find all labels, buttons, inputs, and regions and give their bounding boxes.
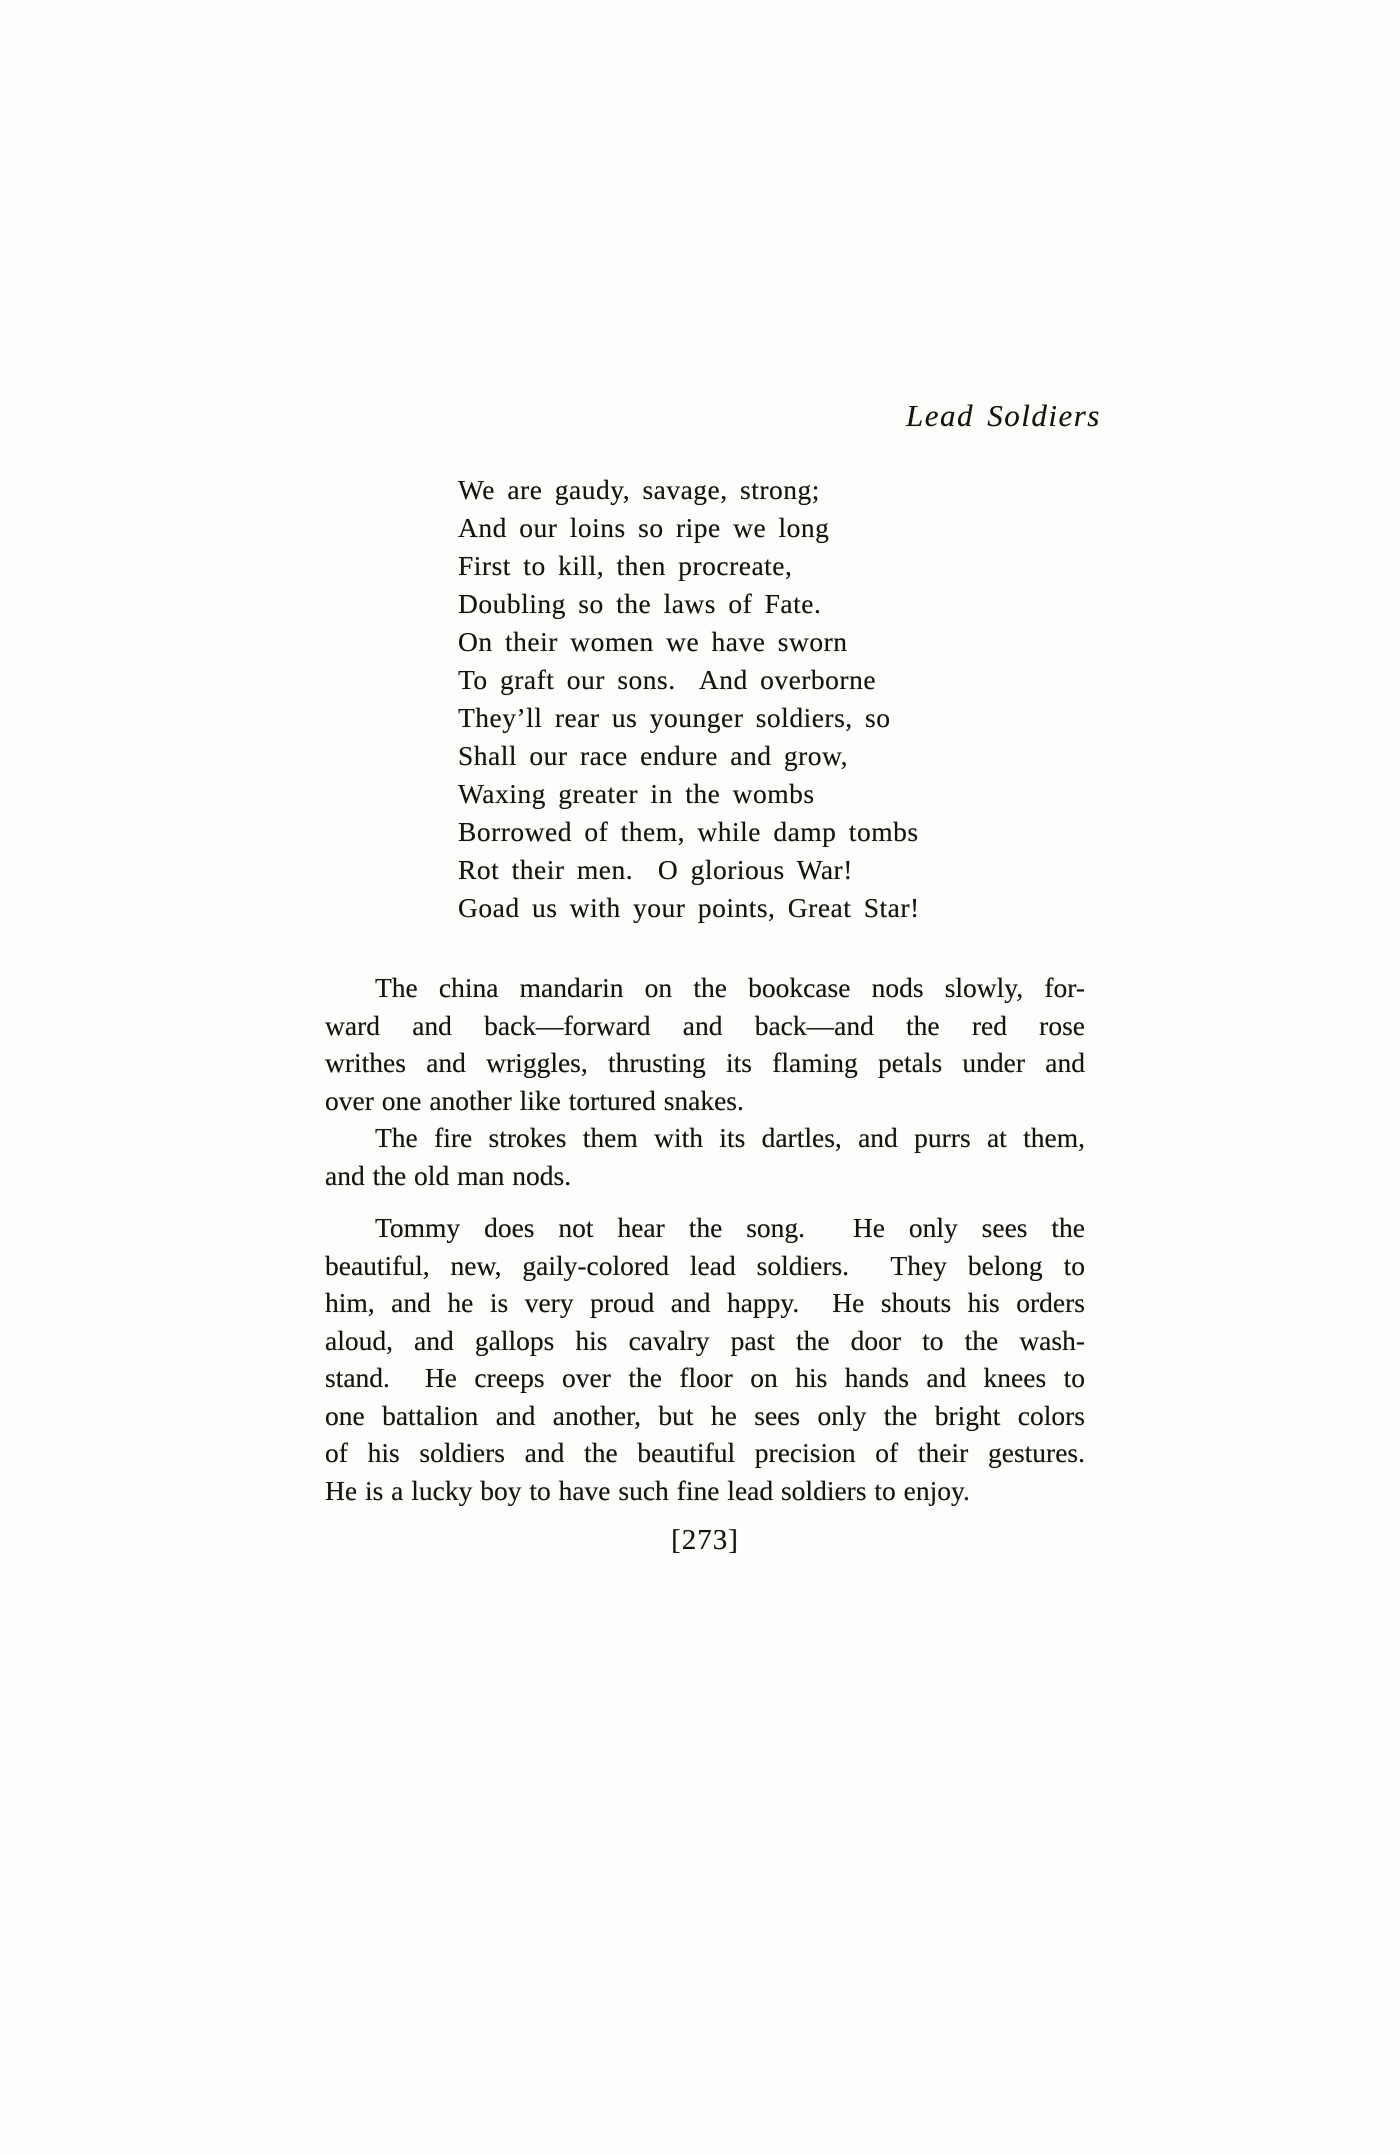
poem-line: Borrowed of them, while damp tombs <box>458 816 919 847</box>
poem-line: Doubling so the laws of Fate. <box>458 588 822 619</box>
poem <box>458 471 920 927</box>
poem-line: To graft our sons. And overborne <box>458 664 877 695</box>
poem-line: Goad us with your points, Great Star! <box>458 892 920 923</box>
poem-line: Shall our race endure and grow, <box>458 740 848 771</box>
body-text-line: writhes and wriggles, thrusting its flaming petals under and <box>325 1047 1085 1078</box>
poem-line: First to kill, then procreate, <box>458 550 793 581</box>
poem-line: Rot their men. O glorious War! <box>458 854 853 885</box>
body-text-line: and the old man nods. <box>325 1159 572 1191</box>
body-text-line: The china mandarin on the bookcase nods slowly, for- <box>375 972 1085 1003</box>
body-text-line: one battalion and another, but he sees only the bright colors <box>325 1399 1085 1431</box>
paragraph <box>325 1119 1085 1194</box>
paragraph <box>325 969 1085 1119</box>
paragraph <box>325 1209 1085 1509</box>
body-text-line: of his soldiers and the beautiful precision of their gestures. <box>325 1437 1085 1468</box>
body-text-line: over one another like tortured snakes. <box>325 1084 744 1116</box>
body-text-line: He is a lucky boy to have such fine lead soldiers to enjoy. <box>325 1474 970 1506</box>
body-text-line: ward and back—forward and back—and the red rose <box>325 1009 1085 1041</box>
body-text-line: him, and he is very proud and happy. He shouts his orders <box>325 1287 1085 1318</box>
poem-line: We are gaudy, savage, strong; <box>458 474 820 505</box>
body-text-line: The fire strokes them with its dartles, and purrs at them, <box>375 1122 1085 1153</box>
poem-line: Waxing greater in the wombs <box>458 778 815 809</box>
poem-line: And our loins so ripe we long <box>458 512 830 543</box>
running-header: Lead Soldiers <box>906 398 1101 433</box>
body-text-line: beautiful, new, gaily-colored lead soldiers. They belong to <box>325 1249 1085 1281</box>
body-text-line: aloud, and gallops his cavalry past the door to the wash- <box>325 1324 1085 1356</box>
poem-line: On their women we have sworn <box>458 626 848 657</box>
body-text-line: stand. He creeps over the floor on his hands and knees to <box>325 1362 1085 1393</box>
poem-line: They’ll rear us younger soldiers, so <box>458 702 891 733</box>
page-number: [273] <box>671 1524 739 1556</box>
body-text-line: Tommy does not hear the song. He only sees the <box>375 1212 1085 1243</box>
